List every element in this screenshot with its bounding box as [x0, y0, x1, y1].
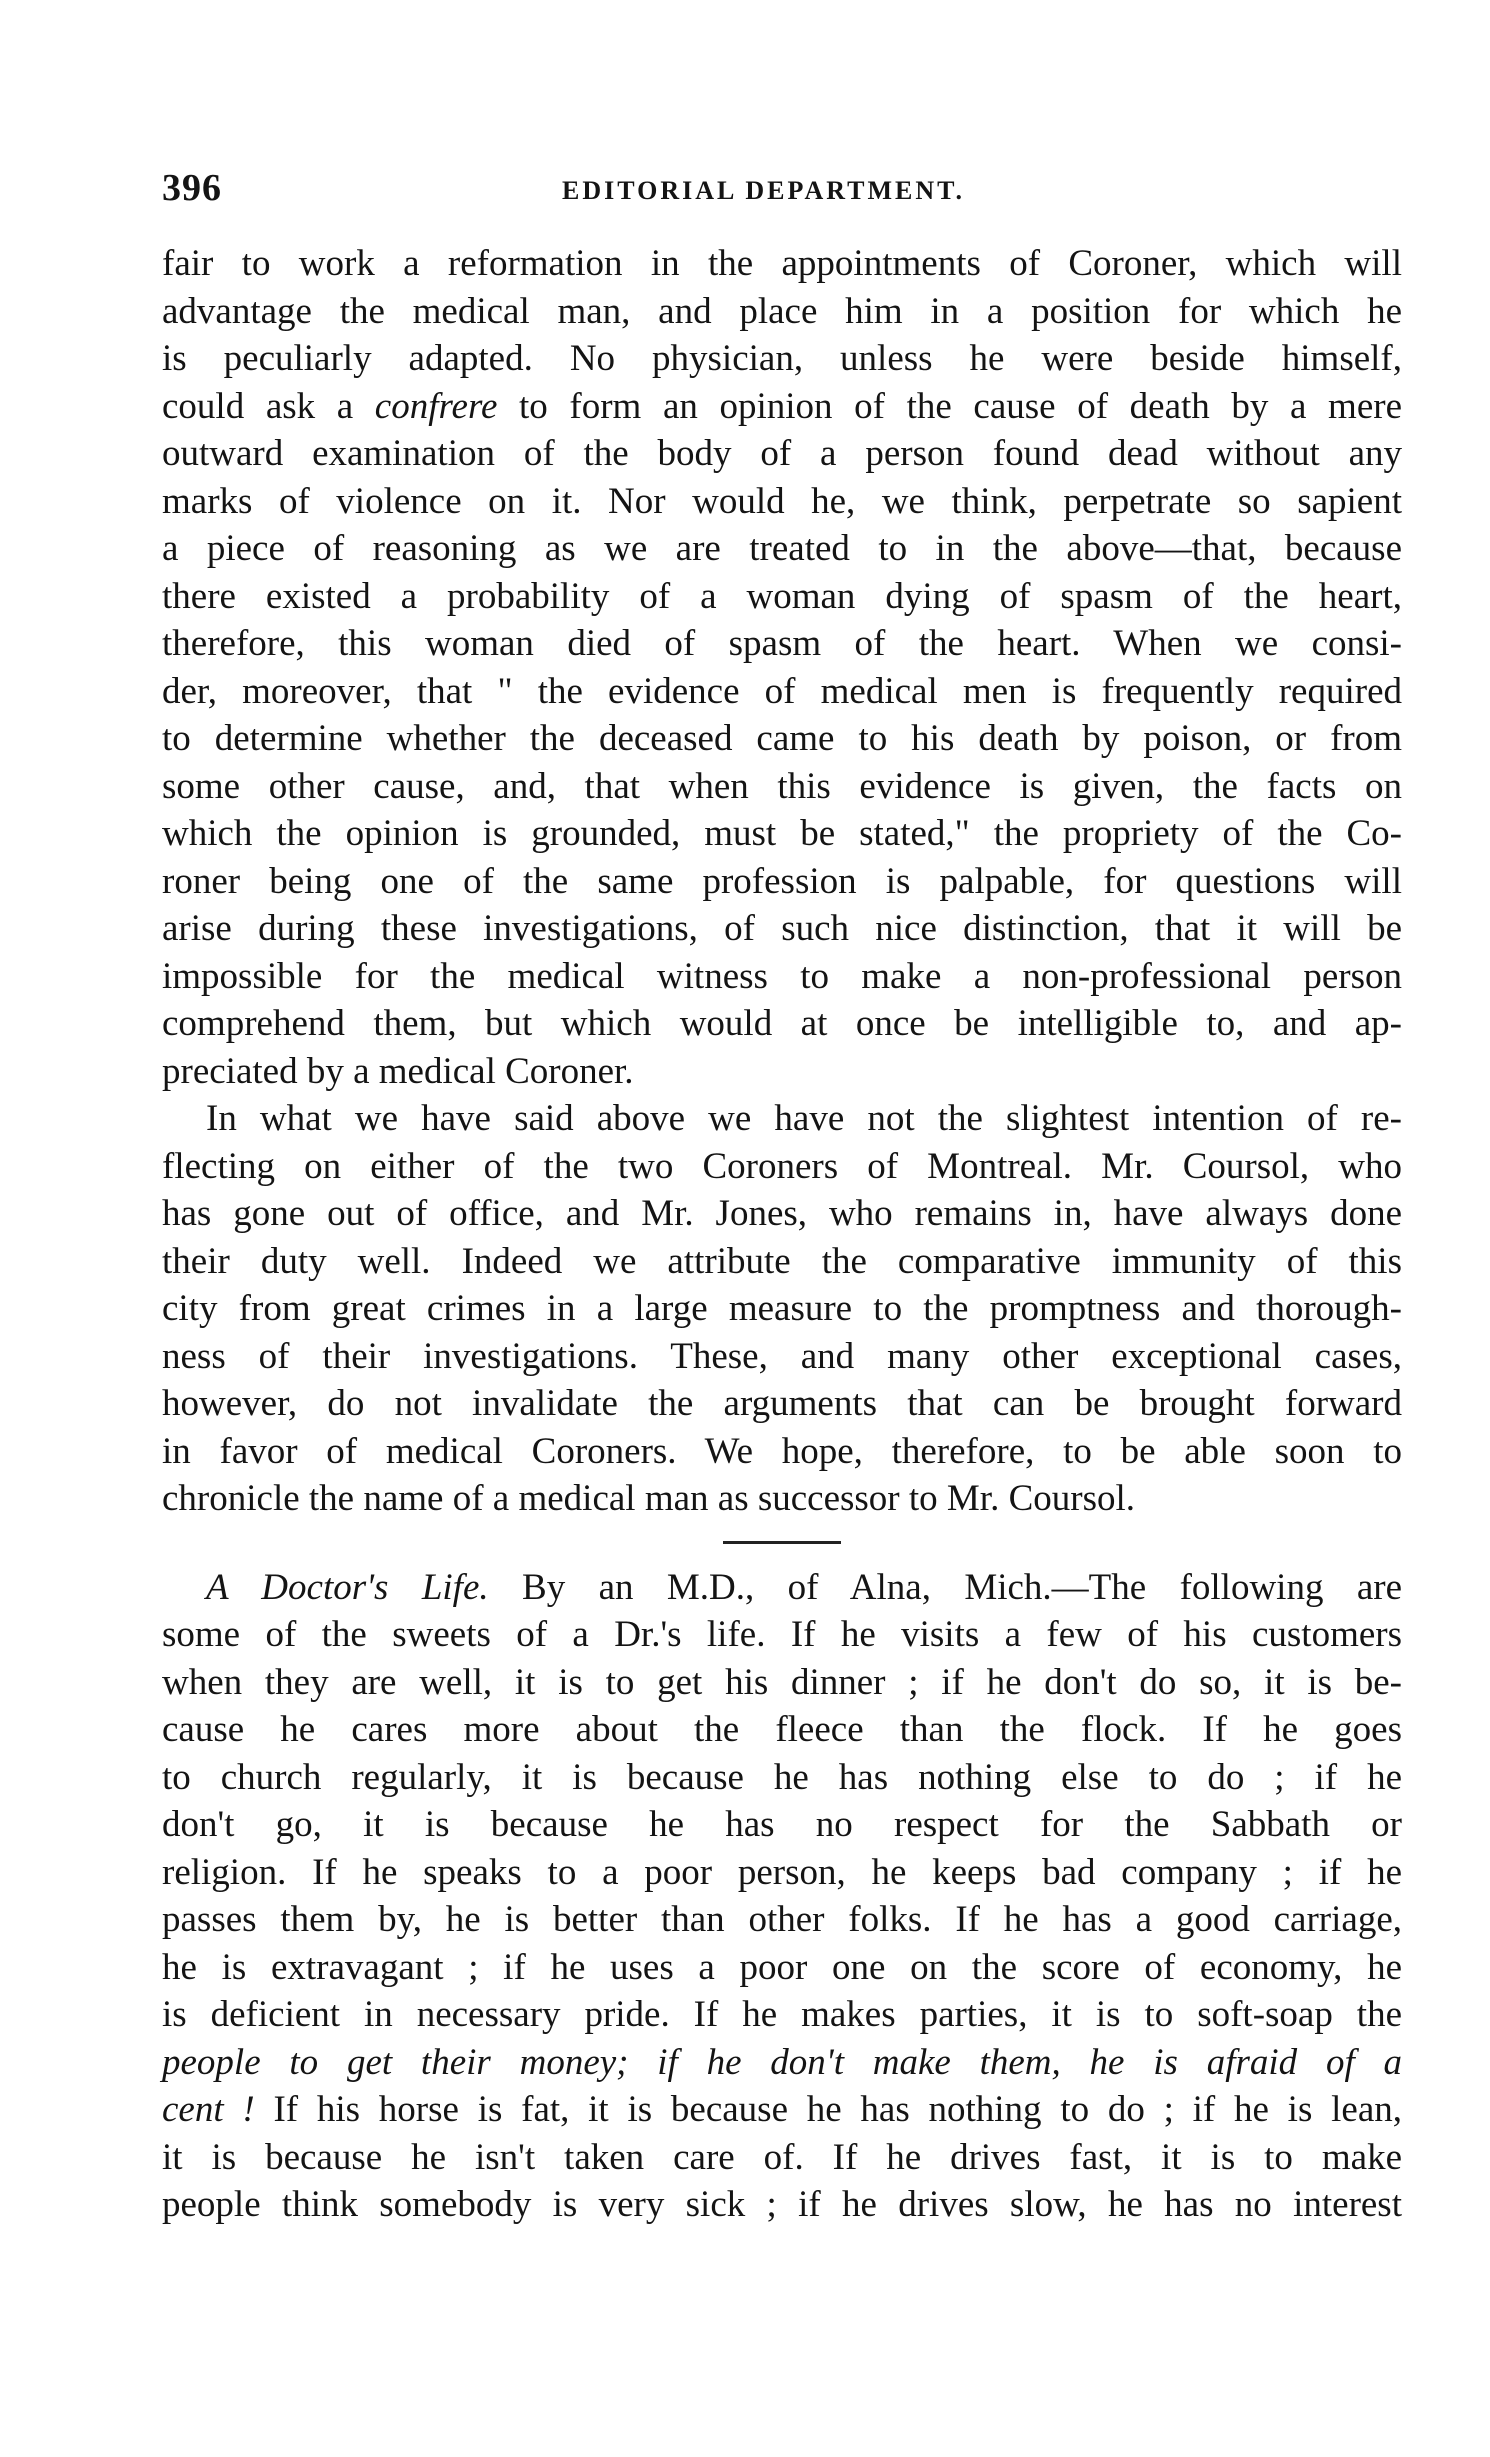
- text-segment: a piece of reasoning as we are treated to in the above—that, because: [162, 528, 1402, 569]
- text-line: [162, 1143, 1402, 1191]
- text-line: [162, 1000, 1402, 1048]
- text-line: [162, 1801, 1402, 1849]
- text-line: [162, 2134, 1402, 2182]
- text-segment: flecting on either of the two Coroners of Montreal. Mr. Coursol, who: [162, 1145, 1402, 1187]
- text-line: [162, 1849, 1402, 1897]
- page-header: [162, 166, 1402, 214]
- italic-text: confrere: [374, 385, 498, 427]
- text-segment: he is extravagant ; if he uses a poor one on the score of economy, he: [162, 1946, 1402, 1988]
- text-line: [162, 335, 1402, 383]
- text-segment: to church regularly, it is because he has nothing else to do ; if he: [162, 1756, 1402, 1798]
- text-line: [162, 1333, 1402, 1381]
- text-line: [162, 1095, 1402, 1143]
- text-segment: there existed a probability of a woman dying of spasm of the heart,: [162, 575, 1402, 617]
- text-line: [162, 1611, 1402, 1659]
- text-line: [162, 905, 1402, 953]
- section-divider-rule: [723, 1541, 841, 1544]
- text-line: [162, 1238, 1402, 1286]
- text-line: [162, 1706, 1402, 1754]
- text-line: [162, 1190, 1402, 1238]
- text-segment: it is because he isn't taken care of. If he drives fast, it is to make: [162, 2136, 1402, 2178]
- text-line: [162, 763, 1402, 811]
- text-line: [162, 478, 1402, 526]
- text-segment: is deficient in necessary pride. If he makes parties, it is to soft-soap the: [162, 1994, 1402, 2035]
- page-number: 396: [162, 167, 222, 209]
- text-segment: could ask a: [162, 385, 375, 427]
- text-segment: cause he cares more about the fleece than the flock. If he goes: [162, 1709, 1402, 1750]
- text-segment: therefore, this woman died of spasm of the heart. When we consi-: [162, 623, 1402, 664]
- text-line: [162, 620, 1402, 668]
- text-segment: which the opinion is grounded, must be stated," the propriety of the Co-: [162, 813, 1402, 854]
- text-segment: don't go, it is because he has no respect for the Sabbath or: [162, 1804, 1402, 1845]
- text-line: [162, 383, 1402, 431]
- text-segment: marks of violence on it. Nor would he, we think, perpetrate so sapient: [162, 480, 1402, 522]
- text-line: [162, 858, 1402, 906]
- text-segment: people think somebody is very sick ; if he drives slow, he has no interest: [162, 2184, 1402, 2225]
- text-line: [162, 715, 1402, 763]
- italic-text: people to get their money; if he don't make them, he is afraid of a: [162, 2041, 1402, 2083]
- text-segment: fair to work a reformation in the appointments of Coroner, which will: [162, 243, 1402, 284]
- text-line: [162, 525, 1402, 573]
- running-head: EDITORIAL DEPARTMENT.: [562, 176, 966, 205]
- text-line: [162, 1475, 1402, 1523]
- text-segment: comprehend them, but which would at once be intelligible to, and ap-: [162, 1003, 1402, 1044]
- text-line: [162, 1944, 1402, 1992]
- text-line: [162, 668, 1402, 716]
- text-segment: In what we have said above we have not the slightest intention of re-: [206, 1098, 1402, 1139]
- text-line: [162, 1048, 1402, 1096]
- text-line: [162, 2039, 1402, 2087]
- text-segment: der, moreover, that " the evidence of medical men is frequently required: [162, 670, 1402, 712]
- text-line: [162, 1659, 1402, 1707]
- text-segment: some of the sweets of a Dr.'s life. If he visits a few of his customers: [162, 1614, 1402, 1655]
- text-segment: city from great crimes in a large measure to the promptness and thorough-: [162, 1288, 1402, 1329]
- text-segment: some other cause, and, that when this evidence is given, the facts on: [162, 765, 1402, 807]
- text-segment: preciated by a medical Coroner.: [162, 1050, 634, 1092]
- text-segment: chronicle the name of a medical man as successor to Mr. Coursol.: [162, 1478, 1136, 1519]
- text-line: [162, 430, 1402, 478]
- text-segment: to determine whether the deceased came to his death by poison, or from: [162, 718, 1402, 759]
- text-line: [162, 1991, 1402, 2039]
- text-segment: If his horse is fat, it is because he has nothing to do ; if he is lean,: [254, 2089, 1402, 2130]
- text-segment: impossible for the medical witness to make a non-professional person: [162, 955, 1402, 997]
- text-line: [162, 2086, 1402, 2134]
- text-segment: is peculiarly adapted. No physician, unless he were beside himself,: [162, 338, 1402, 379]
- text-segment: to form an opinion of the cause of death by a mere: [497, 385, 1402, 427]
- text-line: [162, 240, 1402, 288]
- text-line: [162, 1896, 1402, 1944]
- text-segment: roner being one of the same profession is palpable, for questions will: [162, 860, 1402, 902]
- text-line: [162, 953, 1402, 1001]
- text-line: [162, 810, 1402, 858]
- text-segment: outward examination of the body of a person found dead without any: [162, 433, 1402, 474]
- italic-text: A Doctor's Life.: [206, 1566, 489, 1608]
- text-segment: ness of their investigations. These, and many other exceptional cases,: [162, 1335, 1402, 1377]
- text-line: [162, 573, 1402, 621]
- text-segment: their duty well. Indeed we attribute the comparative immunity of this: [162, 1240, 1402, 1282]
- text-line: [162, 1380, 1402, 1428]
- text-segment: arise during these investigations, of such nice distinction, that it will be: [162, 908, 1402, 949]
- text-line: [162, 288, 1402, 336]
- text-line: [162, 1428, 1402, 1476]
- italic-text: cent !: [162, 2089, 255, 2130]
- text-segment: religion. If he speaks to a poor person, he keeps bad company ; if he: [162, 1851, 1402, 1893]
- text-line: [162, 1285, 1402, 1333]
- text-segment: however, do not invalidate the arguments that can be brought forward: [162, 1383, 1402, 1424]
- article-body: [162, 240, 1402, 2229]
- text-line: [162, 1754, 1402, 1802]
- text-segment: advantage the medical man, and place him in a position for which he: [162, 290, 1402, 332]
- text-segment: passes them by, he is better than other folks. If he has a good carriage,: [162, 1899, 1402, 1940]
- text-segment: in favor of medical Coroners. We hope, therefore, to be able soon to: [162, 1430, 1402, 1472]
- text-line: [162, 1564, 1402, 1612]
- text-segment: when they are well, it is to get his dinner ; if he don't do so, it is be-: [162, 1661, 1402, 1703]
- text-segment: By an M.D., of Alna, Mich.—The following are: [488, 1566, 1402, 1608]
- text-line: [162, 2181, 1402, 2229]
- text-segment: has gone out of office, and Mr. Jones, who remains in, have always done: [162, 1193, 1402, 1234]
